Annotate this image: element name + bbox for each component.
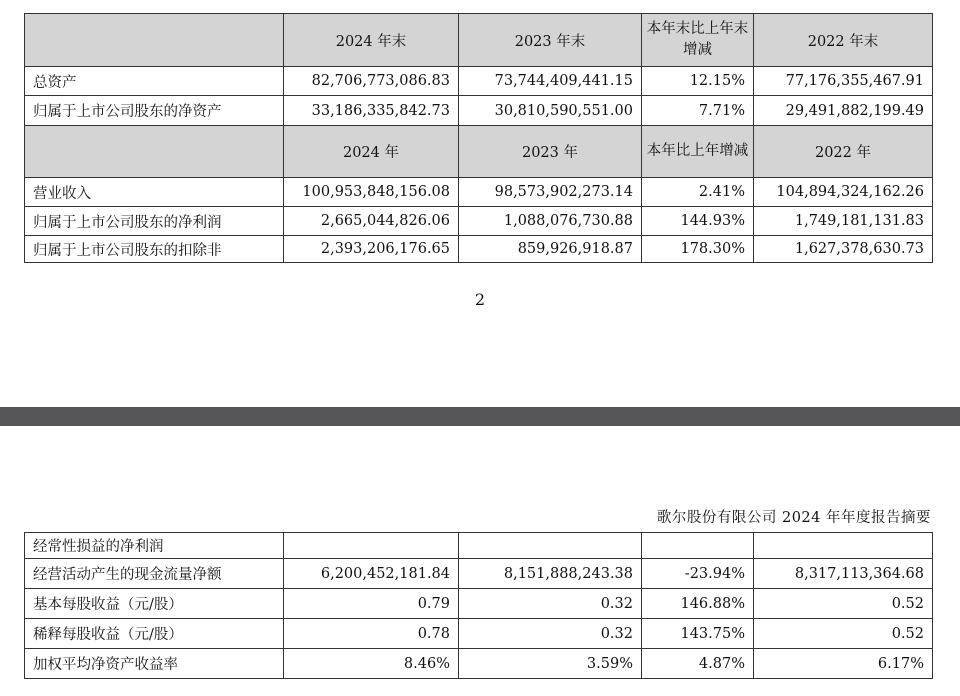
value-change: 12.15%: [642, 67, 754, 96]
row-label: 归属于上市公司股东的扣除非: [25, 236, 284, 263]
value-2024: 8.46%: [284, 649, 459, 679]
header-2023: 2023 年: [459, 126, 642, 178]
page-number: 2: [474, 290, 486, 309]
value-change: 144.93%: [642, 207, 754, 236]
value-2023: 30,810,590,551.00: [459, 96, 642, 126]
row-label: 稀释每股收益（元/股）: [25, 619, 284, 649]
row-label: 总资产: [25, 67, 284, 96]
value-2022: 104,894,324,162.26: [754, 178, 933, 207]
value-2022: 6.17%: [754, 649, 933, 679]
value-2022: 1,749,181,131.83: [754, 207, 933, 236]
table-row: [25, 559, 933, 589]
value-2023: 0.32: [459, 589, 642, 619]
row-label: 经营活动产生的现金流量净额: [25, 559, 284, 589]
value-change: 178.30%: [642, 236, 754, 263]
value-2022: [754, 533, 933, 559]
header-2022: 2022 年: [754, 126, 933, 178]
value-change: 143.75%: [642, 619, 754, 649]
header-2022-end: 2022 年末: [754, 14, 933, 67]
value-2024: 100,953,848,156.08: [284, 178, 459, 207]
table-row: [25, 236, 933, 263]
value-change: -23.94%: [642, 559, 754, 589]
value-2023: 8,151,888,243.38: [459, 559, 642, 589]
table-row: [25, 207, 933, 236]
value-2023: [459, 533, 642, 559]
value-2022: 77,176,355,467.91: [754, 67, 933, 96]
table-row: [25, 67, 933, 96]
value-2024: 0.79: [284, 589, 459, 619]
value-change: 2.41%: [642, 178, 754, 207]
value-2023: 0.32: [459, 619, 642, 649]
value-2022: 0.52: [754, 619, 933, 649]
value-2022: 29,491,882,199.49: [754, 96, 933, 126]
row-label: 加权平均净资产收益率: [25, 649, 284, 679]
financial-table-top: [24, 13, 933, 263]
header-empty-cell: [25, 126, 284, 178]
value-2023: 859,926,918.87: [459, 236, 642, 263]
value-2022: 8,317,113,364.68: [754, 559, 933, 589]
value-2022: 1,627,378,630.73: [754, 236, 933, 263]
value-2023: 73,744,409,441.15: [459, 67, 642, 96]
income-header-row: [25, 126, 933, 178]
value-2024: 6,200,452,181.84: [284, 559, 459, 589]
row-label: 归属于上市公司股东的净利润: [25, 207, 284, 236]
table-row: [25, 96, 933, 126]
table-row: [25, 619, 933, 649]
value-2024: 33,186,335,842.73: [284, 96, 459, 126]
value-change: 7.71%: [642, 96, 754, 126]
header-change-yoy: 本年比上年增减: [642, 126, 754, 178]
value-change: 4.87%: [642, 649, 754, 679]
header-empty-cell: [25, 14, 284, 67]
report-title: 歌尔股份有限公司 2024 年年度报告摘要: [656, 510, 931, 526]
header-2024: 2024 年: [284, 126, 459, 178]
value-2024: 2,393,206,176.65: [284, 236, 459, 263]
header-2024-end: 2024 年末: [284, 14, 459, 67]
row-label: 基本每股收益（元/股）: [25, 589, 284, 619]
value-2023: 98,573,902,273.14: [459, 178, 642, 207]
financial-table-continued: [24, 532, 933, 679]
value-2024: 82,706,773,086.83: [284, 67, 459, 96]
table-row: [25, 178, 933, 207]
row-label: 经常性损益的净利润: [25, 533, 284, 559]
value-2022: 0.52: [754, 589, 933, 619]
page-separator: [0, 407, 960, 426]
header-change-yoy-end: 本年末比上年末增减: [642, 14, 754, 67]
table-row: [25, 589, 933, 619]
header-2023-end: 2023 年末: [459, 14, 642, 67]
value-change: 146.88%: [642, 589, 754, 619]
row-label: 营业收入: [25, 178, 284, 207]
table-row: [25, 533, 933, 559]
value-2024: 0.78: [284, 619, 459, 649]
value-2023: 1,088,076,730.88: [459, 207, 642, 236]
row-label: 归属于上市公司股东的净资产: [25, 96, 284, 126]
value-change: [642, 533, 754, 559]
balance-header-row: [25, 14, 933, 67]
value-2023: 3.59%: [459, 649, 642, 679]
value-2024: 2,665,044,826.06: [284, 207, 459, 236]
value-2024: [284, 533, 459, 559]
table-row: [25, 649, 933, 679]
